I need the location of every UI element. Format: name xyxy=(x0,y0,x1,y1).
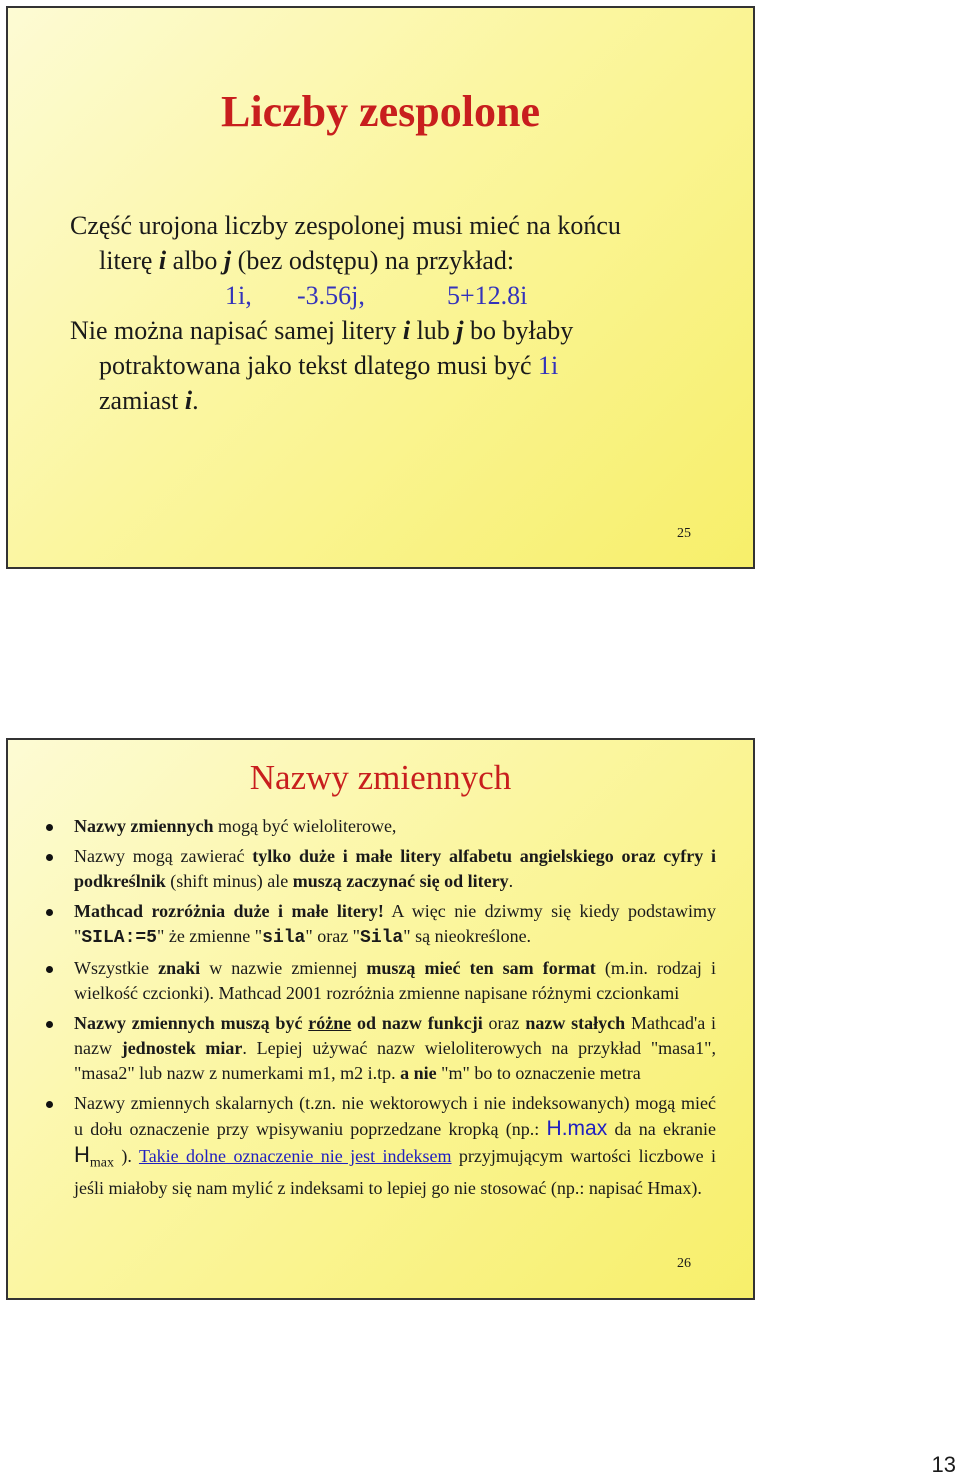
text-span: muszą zaczynać się od litery xyxy=(292,871,509,891)
letter-j: j xyxy=(223,246,232,275)
text-span: " oraz " xyxy=(305,926,361,946)
text-span: lub xyxy=(410,316,457,345)
bullet-icon xyxy=(46,1021,53,1028)
list-item xyxy=(36,814,716,839)
bullet-icon xyxy=(46,909,53,916)
example-value: 1i xyxy=(538,351,559,380)
text-span: przyjmującym wartości liczbowe i jeśli miałoby się nam mylić z indeksami to lepiej go nie stosować (np.: napisać Hmax). xyxy=(74,1146,716,1198)
text-span: jednostek miar xyxy=(121,1038,243,1058)
slide-body xyxy=(70,208,730,418)
text-span: Mathcad'a i nazw xyxy=(74,1013,716,1058)
list-item xyxy=(36,1011,716,1086)
list-item xyxy=(36,1091,716,1201)
list-item xyxy=(36,844,716,894)
text-span: "m" bo to oznaczenie metra xyxy=(436,1063,641,1083)
code-span: Sila xyxy=(360,928,404,948)
text-line xyxy=(70,383,730,418)
text-span: Wszystkie xyxy=(74,958,159,978)
bullet-icon xyxy=(46,824,53,831)
code-span: SILA:=5 xyxy=(81,928,157,948)
example-value: 1i, xyxy=(225,281,252,310)
text-span: oraz xyxy=(482,1013,526,1033)
text-line xyxy=(70,243,730,278)
text-span: zamiast xyxy=(99,386,185,415)
list-item xyxy=(36,899,716,951)
text-span: H xyxy=(74,1142,90,1167)
code-span: H.max xyxy=(546,1117,608,1140)
text-span: a nie xyxy=(400,1063,437,1083)
text-span: (shift minus) ale xyxy=(165,871,293,891)
text-span: da na ekranie xyxy=(607,1119,716,1139)
text-span: ! xyxy=(377,901,384,921)
underlined-note-link[interactable]: Takie dolne oznaczenie nie jest indeksem xyxy=(138,1146,452,1166)
slide-liczby-zespolone xyxy=(6,6,755,569)
text-span: Nazwy zmiennych skalarnych (t.zn. nie wektorowych i nie indeksowanych) mogą mieć u dołu oznaczenie przy wpisywaniu poprzedzane kropką (np.: xyxy=(74,1093,716,1139)
text-span: . Lepiej używać nazw wieloliterowych na przykład "masa1", "masa2" lub nazw z numerkami m1, m2 i.tp. xyxy=(74,1038,716,1083)
text-span: literę xyxy=(99,246,159,275)
examples-line xyxy=(70,278,730,313)
text-span: A więc nie dziwmy się kiedy podstawimy " xyxy=(74,901,716,946)
bullet-list xyxy=(36,814,716,1206)
letter-i: i xyxy=(158,246,167,275)
text-line xyxy=(70,313,730,348)
slide-nazwy-zmiennych xyxy=(6,738,755,1300)
text-span: Mathcad rozróżnia duże i małe litery xyxy=(74,901,378,921)
example-value: 5+12.8i xyxy=(447,281,528,310)
code-span: sila xyxy=(262,928,306,948)
text-span: w nazwie zmiennej xyxy=(200,958,367,978)
text-span: Nazwy zmiennych xyxy=(74,816,214,836)
text-span: Nazwy zmiennych muszą być xyxy=(74,1013,309,1033)
text-span: (m.in. rodzaj i wielkość czcionki). Mathcad 2001 rozróżnia zmienne napisane różnymi czcionkami xyxy=(74,958,717,1003)
text-span: (bez odstępu) na przykład: xyxy=(231,246,515,275)
slide-title: Liczby zespolone xyxy=(221,87,540,136)
text-span: albo xyxy=(166,246,224,275)
slide-number: 26 xyxy=(677,1256,691,1271)
text-span: mogą być wieloliterowe, xyxy=(213,816,397,836)
letter-i: i xyxy=(402,316,411,345)
text-span: nazw stałych xyxy=(525,1013,626,1033)
bullet-icon xyxy=(46,854,53,861)
text-span: znaki xyxy=(158,958,201,978)
text-span: " że zmienne " xyxy=(156,926,263,946)
text-span: Nie można napisać samej litery xyxy=(70,316,403,345)
text-span: różne xyxy=(308,1013,352,1033)
text-span: Część urojona liczby zespolonej musi mieć na końcu xyxy=(70,211,621,240)
text-line xyxy=(70,348,730,383)
slide-number: 25 xyxy=(677,526,691,541)
text-span: " są nieokreślone. xyxy=(403,926,532,946)
text-line xyxy=(70,208,730,243)
text-span: . xyxy=(508,871,514,891)
text-span: od nazw funkcji xyxy=(351,1013,483,1033)
bullet-icon xyxy=(46,966,53,973)
slide-title: Nazwy zmiennych xyxy=(249,758,512,797)
bullet-icon xyxy=(46,1101,53,1108)
list-item xyxy=(36,956,716,1006)
text-span: muszą mieć ten sam format xyxy=(366,958,596,978)
example-value: -3.56j, xyxy=(297,281,365,310)
text-span: . xyxy=(192,386,199,415)
text-span: tylko duże i małe litery alfabetu angielskiego oraz cyfry i podkreślnik xyxy=(74,846,716,891)
letter-j: j xyxy=(456,316,464,345)
text-span: ). xyxy=(114,1146,139,1166)
subscript: max xyxy=(89,1155,114,1171)
letter-i: i xyxy=(184,386,193,415)
page-number: 13 xyxy=(931,1452,956,1477)
text-span: bo byłaby xyxy=(463,316,574,345)
text-span: Nazwy mogą zawierać xyxy=(74,846,253,866)
text-span: potraktowana jako tekst dlatego musi być xyxy=(99,351,539,380)
